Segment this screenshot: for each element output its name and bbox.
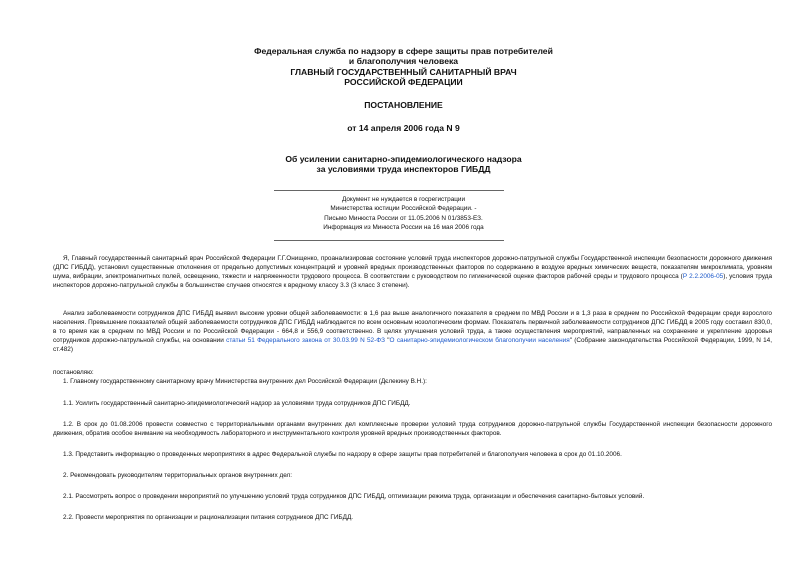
preamble-paragraph-2 <box>53 309 772 354</box>
item-1-1: 1.1. Усилить государственный санитарно-эпидемиологический надзор за условиями труда сотрудников ДПС ГИБДД. <box>63 400 411 407</box>
preamble-paragraph-1 <box>53 254 772 290</box>
registration-note <box>0 195 807 233</box>
note-line-1: Документ не нуждается в госрегистрации <box>341 196 466 203</box>
title-line-2: за условиями труда инспекторов ГИБДД <box>316 164 491 175</box>
link-r-2-2-2006-05[interactable]: Р 2.2.2006-05 <box>682 273 724 281</box>
issuer-line-1: Федеральная служба по надзору в сфере защиты прав потребителей <box>254 46 553 56</box>
note-line-2: Министерства юстиции Российской Федерации. - <box>330 205 477 213</box>
p2-text-b: " (Собрание законодательства Российской Федерации, 1999, N 14, ст.482) <box>53 337 773 354</box>
issuer-line-2: и благополучия человека <box>348 56 459 67</box>
issuer-line-3: ГЛАВНЫЙ ГОСУДАРСТВЕННЫЙ САНИТАРНЫЙ ВРАЧ <box>290 66 517 77</box>
document-title <box>0 154 807 175</box>
p1-text-b: ), условия труда инспекторов дорожно-патрульной службы в большинстве случаев относятся к вредному классу 3.3 (3 класс 3 степени). <box>53 273 772 290</box>
divider-top <box>274 190 504 191</box>
note-line-3: Письмо Минюста России от 11.05.2006 N 01/3853-ЕЗ. <box>324 214 483 222</box>
issuer-header <box>0 46 807 88</box>
resolve-word: постановляю: <box>53 369 94 376</box>
link-sanitary-welfare-law[interactable]: О санитарно-эпидемиологическом благополучии населения <box>389 337 570 345</box>
p2-text-mid: " <box>384 337 390 345</box>
item-2: 2. Рекомендовать руководителям территориальных органов внутренних дел: <box>63 472 293 479</box>
document-date: от 14 апреля 2006 года N 9 <box>347 123 460 133</box>
item-1: 1. Главному государственному санитарному врачу Министерства внутренних дел Российской Федерации (Дєлекину В.Н.): <box>63 378 427 385</box>
issuer-line-4: РОССИЙСКОЙ ФЕДЕРАЦИИ <box>344 77 463 88</box>
link-federal-law-article-51[interactable]: статьи 51 Федерального закона от 30.03.99 N 52-ФЗ <box>226 337 385 345</box>
item-2-2: 2.2. Провести мероприятия по организации и рационализации питания сотрудников ДПС ГИБДД. <box>63 514 354 521</box>
note-line-4: Информация из Минюста России на 16 мая 2006 года <box>323 224 484 232</box>
item-2-1: 2.1. Рассмотреть вопрос о проведении мероприятий по улучшению условий труда сотрудников ДПС ГИБДД, оптимизации режима труда, организации и обеспечения санитарно-бытовых условий. <box>63 493 645 500</box>
p2-text-a: Анализ заболеваемости сотрудников ДПС ГИБДД выявил высокие уровни общей заболеваемости: в 1,6 раз выше аналогичного показателя в среднем по МВД России и в 1,3 раза в среднем по Российской Федерации среди взрослого населения. Превышение показателей общей заболеваемости сотрудников ДПС ГИБДД наблюдается по всем основным нозологическим формам. Показатель первичной заболеваемости сотрудников ДПС ГИБДД в 2005 году составил 830,0, в то время как в среднем по МВД России и по Российской Федерации - 664,8 и 556,9 соответственно. В целях улучшения условий труда, а также осуществления мероприятий, направленных на сохранение и укрепление здоровья сотрудников дорожно-патрульной службы, на основании <box>53 310 772 345</box>
p1-text-a: Я, Главный государственный санитарный врач Российской Федерации Г.Г.Онищенко, проанализировав состояние условий труда инспекторов дорожно-патрульной службы Государственной инспекции безопасности дорожного движения (ДПС ГИБДД), установил существенные отклонения от предельно допустимых концентраций и уровней вредных производственных факторов по содержанию в воздухе вредных химических веществ, показателям микроклимата, уровням шума, вибрации, электромагнитных полей, освещению, тяжести и напряженности трудового процесса. В соответствии с руководством по гигиенической оценке факторов рабочей среды и трудового процесса ( <box>53 255 772 281</box>
title-line-1: Об усилении санитарно-эпидемиологического надзора <box>285 154 522 164</box>
document-type: ПОСТАНОВЛЕНИЕ <box>364 100 443 110</box>
item-1-3: 1.3. Представить информацию о проведенных мероприятиях в адрес Федеральной службы по надзору в сфере защиты прав потребителей и благополучия человека в срок до 01.10.2006. <box>63 451 622 458</box>
divider-bottom <box>274 240 504 241</box>
item-1-2: 1.2. В срок до 01.08.2006 провести совместно с территориальными органами внутренних дел комплексные проверки условий труда сотрудников дорожно-патрульной службы Государственной инспекции безопасности дорожного движения, обратив особое внимание на необходимость лабораторного и инструментального контроля уровней вредных производственных факторов. <box>53 421 772 438</box>
